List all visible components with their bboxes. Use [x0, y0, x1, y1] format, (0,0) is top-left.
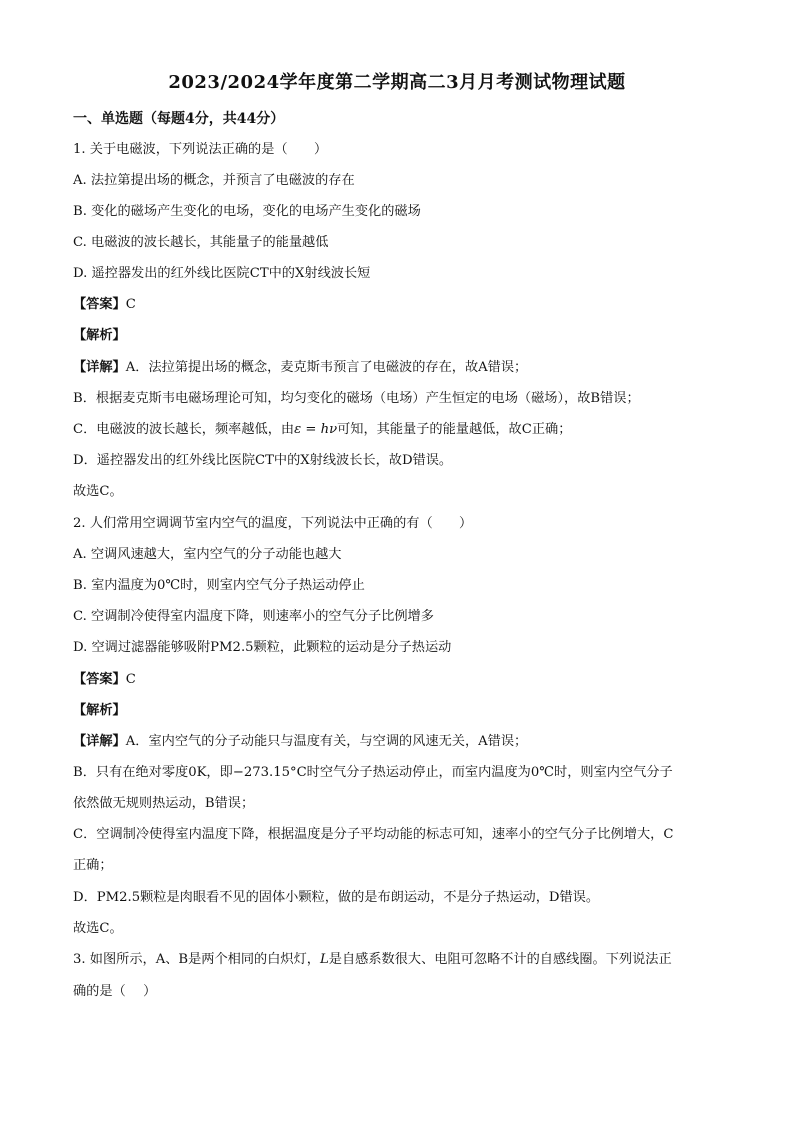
q2-option-c: C. 空调制冷使得室内温度下降，则速率小的空气分子比例增多 [73, 609, 434, 624]
stem-text: 是自感系数很大、电阻可忽略不计的自感线圈。下列说法正 [328, 952, 672, 967]
q1-option-b: B. 变化的磁场产生变化的电场，变化的电场产生变化的磁场 [73, 204, 421, 219]
q1-detail-d: D．遥控器发出的红外线比医院CT中的X射线波长长，故D错误。 [73, 453, 453, 468]
detail-text: A．室内空气的分子动能只与温度有关，与空调的风速无关，A错误； [125, 734, 528, 749]
q2-analysis-tag: 【解析】 [73, 703, 126, 718]
q1-answer [73, 296, 733, 314]
q1-analysis-tag: 【解析】 [73, 328, 126, 343]
q1-option-c: C. 电磁波的波长越长，其能量子的能量越低 [73, 235, 329, 250]
question-1-stem: 1. 关于电磁波，下列说法正确的是（ ） [73, 142, 328, 157]
q2-detail-d: D．PM2.5颗粒是肉眼看不见的固体小颗粒，做的是布朗运动，不是分子热运动，D错误。 [73, 890, 600, 905]
q2-option-b: B. 室内温度为0℃时，则室内空气分子热运动停止 [73, 578, 365, 593]
detail-text: A．法拉第提出场的概念，麦克斯韦预言了电磁波的存在，故A错误； [125, 360, 528, 375]
q1-detail-c [73, 421, 733, 439]
detail-text: C．电磁波的波长越长，频率越低，由 [73, 422, 295, 437]
detail-tag: 【详解】 [73, 360, 126, 375]
page-title: 2023/2024学年度第二学期高二3月月考测试物理试题 [168, 72, 626, 93]
q1-option-a: A. 法拉第提出场的概念，并预言了电磁波的存在 [73, 173, 355, 188]
formula: ε = hν [294, 422, 338, 437]
answer-value: C [125, 672, 136, 687]
q2-detail-b: B．只有在绝对零度0K，即−273.15°C时空气分子热运动停止，而室内温度为0℃时，则室内空气分子 [73, 765, 673, 780]
q2-detail-c: C．空调制冷使得室内温度下降，根据温度是分子平均动能的标志可知，速率小的空气分子比例增大，C [73, 827, 674, 842]
q2-detail-b-cont: 依然做无规则热运动，B错误； [73, 796, 255, 811]
q1-detail-b: B．根据麦克斯韦电磁场理论可知，均匀变化的磁场（电场）产生恒定的电场（磁场），故B错误； [73, 391, 640, 406]
q1-detail-a [73, 359, 733, 377]
q2-conclusion: 故选C。 [73, 921, 123, 936]
answer-value: C [125, 297, 136, 312]
q2-answer [73, 671, 733, 689]
stem-text: 3. 如图所示，A、B是两个相同的白炽灯， [73, 952, 320, 967]
question-2-stem: 2. 人们常用空调调节室内空气的温度，下列说法中正确的有（ ） [73, 516, 473, 531]
q2-detail-a [73, 733, 733, 751]
detail-text: 可知，其能量子的能量越低，故C正确； [337, 422, 572, 437]
section-heading: 一、单选题（每题4分，共44分） [73, 111, 285, 127]
q2-option-d: D. 空调过滤器能够吸附PM2.5颗粒，此颗粒的运动是分子热运动 [73, 640, 452, 655]
answer-tag: 【答案】 [73, 297, 126, 312]
q1-option-d: D. 遥控器发出的红外线比医院CT中的X射线波长短 [73, 266, 371, 281]
detail-tag: 【详解】 [73, 734, 126, 749]
q1-conclusion: 故选C。 [73, 484, 123, 499]
q2-detail-c-cont: 正确； [73, 858, 113, 873]
question-3-stem-cont: 确的是（ ） [73, 984, 157, 999]
answer-tag: 【答案】 [73, 672, 126, 687]
q2-option-a: A. 空调风速越大，室内空气的分子动能也越大 [73, 547, 342, 562]
inductor-symbol: L [320, 952, 329, 967]
question-3-stem [73, 951, 733, 969]
